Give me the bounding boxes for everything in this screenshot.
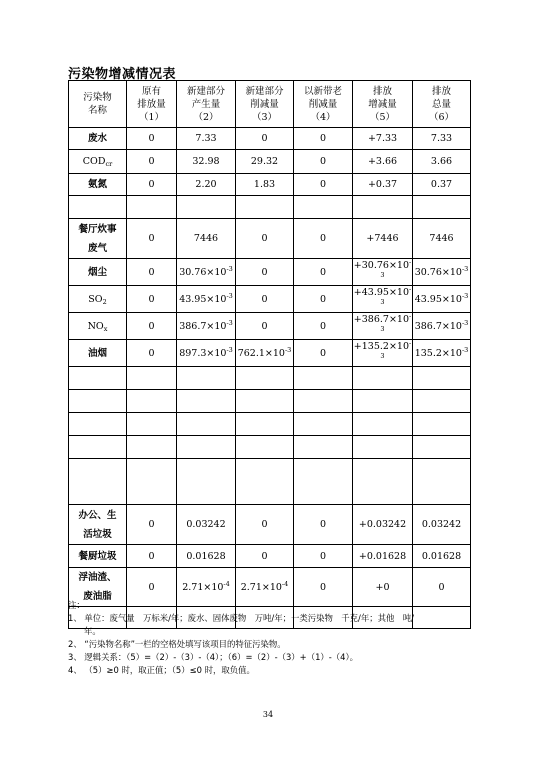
column-header bbox=[69, 81, 127, 128]
value-cell bbox=[353, 150, 413, 174]
value-cell bbox=[127, 196, 177, 219]
value-cell bbox=[413, 436, 471, 459]
value-cell bbox=[413, 459, 471, 505]
value-text: 0 bbox=[319, 519, 327, 530]
value-cell bbox=[177, 150, 236, 174]
value-cell bbox=[353, 128, 413, 150]
value-cell bbox=[236, 413, 294, 436]
value-cell bbox=[413, 313, 471, 340]
column-header bbox=[177, 81, 236, 128]
value-text: 386.7×10 bbox=[414, 320, 462, 332]
column-header-line: 名称 bbox=[87, 105, 107, 116]
value-text: 0 bbox=[319, 156, 327, 167]
exponent: -3 bbox=[461, 345, 469, 354]
table-row bbox=[69, 390, 471, 413]
value-cell bbox=[413, 150, 471, 174]
value-text: 0 bbox=[148, 233, 155, 244]
value-cell bbox=[177, 545, 236, 568]
value-cell bbox=[127, 340, 177, 367]
value-text: 897.3×10 bbox=[179, 347, 227, 359]
pollutant-name-cell bbox=[69, 196, 127, 219]
column-header-line: 排放量 bbox=[137, 98, 166, 110]
pollutant-name-cell bbox=[69, 174, 127, 196]
value-cell bbox=[353, 505, 413, 545]
value-text: 1.83 bbox=[253, 179, 276, 190]
pollutant-table bbox=[68, 80, 471, 629]
note-line: 3、 逻辑关系：（5）=（2）-（3）-（4）；（6）=（2）-（3）+（1）-（4）。 bbox=[68, 652, 359, 662]
value-cell bbox=[353, 196, 413, 219]
value-cell bbox=[353, 413, 413, 436]
value-text: 0 bbox=[319, 550, 327, 562]
exponent: -3 bbox=[380, 312, 412, 333]
table-row bbox=[69, 436, 471, 459]
value-cell bbox=[294, 459, 353, 505]
exponent: -3 bbox=[380, 258, 412, 279]
column-header-line: （5） bbox=[369, 111, 396, 123]
note-line: 2、 “污染物名称”一栏的空格处填写该项目的特征污染物。 bbox=[68, 639, 286, 649]
value-cell bbox=[236, 340, 294, 367]
value-cell bbox=[177, 219, 236, 259]
value-text: 0 bbox=[261, 519, 268, 530]
pollutant-name-cell bbox=[69, 219, 127, 259]
table-row bbox=[69, 174, 471, 196]
value-text: 2.20 bbox=[195, 179, 217, 190]
table-row bbox=[69, 545, 471, 568]
value-cell bbox=[177, 174, 236, 196]
column-header-line: 新建部分 bbox=[245, 85, 284, 97]
column-header-line: 增减量 bbox=[368, 98, 397, 110]
notes bbox=[68, 599, 488, 677]
value-text: 0 bbox=[319, 266, 327, 278]
value-cell bbox=[236, 174, 294, 196]
pollutant-name-subscript: x bbox=[103, 324, 108, 333]
value-cell bbox=[353, 259, 413, 286]
value-text: 30.76×10 bbox=[179, 266, 227, 278]
table-row bbox=[69, 196, 471, 219]
pollutant-name-cell bbox=[69, 367, 127, 390]
value-cell bbox=[236, 367, 294, 390]
value-cell bbox=[236, 313, 294, 340]
column-header bbox=[294, 81, 353, 128]
column-header bbox=[236, 81, 294, 128]
value-cell bbox=[353, 459, 413, 505]
table-row bbox=[69, 505, 471, 545]
value-cell bbox=[413, 413, 471, 436]
value-cell bbox=[236, 150, 294, 174]
value-cell bbox=[294, 545, 353, 568]
value-text: 0 bbox=[261, 550, 268, 562]
exponent: -3 bbox=[226, 318, 233, 327]
value-text: 0.01628 bbox=[421, 550, 462, 562]
pollutant-name: SO bbox=[88, 293, 103, 305]
value-cell bbox=[353, 390, 413, 413]
pollutant-name: 餐厅炊事废气 bbox=[78, 223, 117, 254]
table-title: 污染物增减情况表 bbox=[68, 67, 177, 82]
value-text: 0 bbox=[261, 266, 268, 278]
pollutant-name-subscript: 2 bbox=[102, 297, 107, 306]
value-cell bbox=[177, 390, 236, 413]
table-row bbox=[69, 150, 471, 174]
table-row bbox=[69, 413, 471, 436]
note-line: 注： bbox=[68, 600, 85, 610]
value-cell bbox=[127, 150, 177, 174]
value-cell bbox=[177, 340, 236, 367]
value-text: 7446 bbox=[429, 233, 454, 244]
value-cell bbox=[177, 367, 236, 390]
value-cell bbox=[294, 174, 353, 196]
pollutant-name-cell bbox=[69, 545, 127, 568]
value-cell bbox=[294, 150, 353, 174]
pollutant-name: 氨氮 bbox=[87, 179, 107, 190]
value-cell bbox=[236, 286, 294, 313]
value-cell bbox=[236, 196, 294, 219]
pollutant-name-subscript: cr bbox=[105, 160, 113, 168]
column-header-line: （4） bbox=[310, 111, 336, 123]
value-text: 3.66 bbox=[430, 156, 453, 167]
pollutant-name: 餐厨垃圾 bbox=[78, 550, 117, 562]
value-cell bbox=[294, 436, 353, 459]
value-text: 43.95×10 bbox=[414, 293, 462, 305]
value-cell bbox=[413, 196, 471, 219]
value-cell bbox=[127, 545, 177, 568]
column-header-line: 总量 bbox=[431, 98, 451, 110]
pollutant-name: 油烟 bbox=[87, 347, 107, 359]
value-cell bbox=[127, 367, 177, 390]
value-text: +43.95×10 bbox=[353, 287, 409, 298]
value-cell bbox=[413, 286, 471, 313]
column-header bbox=[413, 81, 471, 128]
value-text: 0 bbox=[319, 347, 327, 359]
value-cell bbox=[127, 313, 177, 340]
column-header bbox=[353, 81, 413, 128]
column-header-line: 削减量 bbox=[308, 98, 338, 110]
exponent: -3 bbox=[284, 345, 292, 354]
column-header-line: 产生量 bbox=[191, 98, 221, 110]
pollutant-name-cell bbox=[69, 436, 127, 459]
table-row bbox=[69, 128, 471, 150]
table-header-row bbox=[69, 81, 471, 128]
pollutant-name: NO bbox=[87, 320, 104, 332]
value-text: 0 bbox=[148, 156, 155, 167]
value-text: +135.2×10 bbox=[353, 341, 409, 352]
value-text: 0.03242 bbox=[186, 519, 226, 530]
value-cell bbox=[353, 286, 413, 313]
pollutant-name: 废水 bbox=[87, 133, 107, 144]
value-text: 0 bbox=[261, 293, 268, 305]
value-text: +0.03242 bbox=[358, 519, 407, 530]
pollutant-name-cell bbox=[69, 505, 127, 545]
value-cell bbox=[127, 413, 177, 436]
pollutant-name: COD bbox=[82, 156, 106, 167]
value-cell bbox=[353, 340, 413, 367]
value-cell bbox=[294, 367, 353, 390]
value-text: +7.33 bbox=[367, 133, 398, 144]
value-text: 0 bbox=[148, 581, 155, 593]
exponent: -3 bbox=[461, 291, 469, 300]
value-text: +0.01628 bbox=[358, 550, 407, 562]
value-cell bbox=[413, 505, 471, 545]
value-cell bbox=[353, 436, 413, 459]
column-header-line: 排放 bbox=[372, 85, 392, 97]
value-text: 30.76×10 bbox=[414, 266, 462, 278]
value-cell bbox=[127, 128, 177, 150]
pollutant-name: 浮油渣、废油脂 bbox=[78, 572, 117, 602]
value-text: +0.37 bbox=[367, 179, 398, 190]
value-text: 2.71×10 bbox=[182, 581, 224, 593]
value-cell bbox=[177, 259, 236, 286]
value-cell bbox=[353, 219, 413, 259]
table-row bbox=[69, 219, 471, 259]
value-text: 0.03242 bbox=[421, 519, 462, 530]
exponent: -4 bbox=[223, 579, 230, 588]
value-cell bbox=[177, 436, 236, 459]
value-cell bbox=[413, 219, 471, 259]
value-cell bbox=[294, 259, 353, 286]
value-cell bbox=[127, 174, 177, 196]
value-cell bbox=[177, 313, 236, 340]
value-cell bbox=[127, 259, 177, 286]
value-text: 0 bbox=[319, 133, 327, 144]
column-header bbox=[127, 81, 177, 128]
value-text: 0 bbox=[319, 233, 327, 244]
value-cell bbox=[236, 128, 294, 150]
value-cell bbox=[353, 313, 413, 340]
value-cell bbox=[236, 505, 294, 545]
value-cell bbox=[413, 174, 471, 196]
value-text: 0 bbox=[319, 179, 327, 190]
value-cell bbox=[177, 413, 236, 436]
value-cell bbox=[177, 196, 236, 219]
table-row bbox=[69, 367, 471, 390]
value-text: 32.98 bbox=[192, 156, 220, 167]
value-cell bbox=[127, 505, 177, 545]
value-text: +7446 bbox=[366, 233, 399, 244]
value-cell bbox=[127, 390, 177, 413]
pollutant-name-cell bbox=[69, 459, 127, 505]
value-text: 0 bbox=[148, 133, 155, 144]
value-text: 0.01628 bbox=[186, 550, 226, 562]
pollutant-name-cell bbox=[69, 390, 127, 413]
value-cell bbox=[236, 459, 294, 505]
value-cell bbox=[236, 545, 294, 568]
value-text: 0.37 bbox=[430, 179, 453, 190]
column-header-line: （1） bbox=[138, 111, 165, 123]
column-header-line: （6） bbox=[428, 111, 455, 123]
value-text: 0 bbox=[148, 519, 155, 530]
value-text: 762.1×10 bbox=[237, 347, 285, 359]
exponent: -4 bbox=[281, 579, 289, 588]
column-header-line: （2） bbox=[193, 111, 219, 123]
value-cell bbox=[294, 286, 353, 313]
table-row bbox=[69, 340, 471, 367]
value-text: +30.76×10 bbox=[353, 260, 409, 271]
table-row bbox=[69, 313, 471, 340]
value-text: 0 bbox=[319, 581, 327, 593]
exponent: -3 bbox=[380, 339, 412, 360]
value-cell bbox=[127, 219, 177, 259]
value-cell bbox=[294, 505, 353, 545]
value-text: 0 bbox=[261, 320, 268, 332]
value-cell bbox=[353, 367, 413, 390]
value-text: 0 bbox=[148, 266, 155, 278]
value-cell bbox=[177, 286, 236, 313]
value-text: 0 bbox=[148, 347, 155, 359]
pollutant-name-cell bbox=[69, 286, 127, 313]
value-cell bbox=[413, 340, 471, 367]
value-cell bbox=[353, 545, 413, 568]
exponent: -3 bbox=[461, 264, 469, 273]
exponent: -3 bbox=[226, 345, 233, 354]
column-header-line: 新建部分 bbox=[186, 85, 225, 97]
column-header-line: 以新带老 bbox=[303, 85, 342, 97]
value-text: 0 bbox=[148, 293, 155, 305]
value-cell bbox=[294, 219, 353, 259]
value-cell bbox=[294, 128, 353, 150]
value-cell bbox=[413, 259, 471, 286]
value-text: 0 bbox=[261, 233, 268, 244]
pollutant-name: 烟尘 bbox=[87, 266, 107, 278]
column-header-line: 排放 bbox=[431, 85, 451, 97]
exponent: -3 bbox=[380, 285, 412, 306]
page-number: 34 bbox=[262, 710, 274, 719]
pollutant-name-cell bbox=[69, 413, 127, 436]
value-text: 7.33 bbox=[430, 133, 453, 144]
value-cell bbox=[127, 286, 177, 313]
value-text: 0 bbox=[148, 320, 155, 332]
value-text: 135.2×10 bbox=[414, 347, 462, 359]
value-cell bbox=[294, 196, 353, 219]
exponent: -3 bbox=[226, 291, 233, 300]
value-cell bbox=[177, 505, 236, 545]
value-cell bbox=[127, 459, 177, 505]
note-line: 1、 单位：废气量 万标米/年；废水、固体废物 万吨/年；一类污染物 千克/年；其他 吨/ bbox=[68, 613, 414, 623]
value-text: 7446 bbox=[193, 233, 219, 244]
value-cell bbox=[177, 459, 236, 505]
value-text: 0 bbox=[261, 133, 268, 144]
value-cell bbox=[236, 219, 294, 259]
value-text: 29.32 bbox=[250, 156, 279, 167]
value-text: +3.66 bbox=[367, 156, 398, 167]
value-text: +386.7×10 bbox=[353, 314, 409, 325]
pollutant-name-cell bbox=[69, 259, 127, 286]
pollutant-name-cell bbox=[69, 313, 127, 340]
exponent: -3 bbox=[226, 264, 233, 273]
value-cell bbox=[236, 436, 294, 459]
column-header-line: 污染物 bbox=[83, 92, 112, 103]
value-cell bbox=[294, 413, 353, 436]
value-cell bbox=[177, 128, 236, 150]
column-header-line: 原有 bbox=[141, 85, 161, 97]
column-header-line: 削减量 bbox=[250, 98, 279, 110]
value-cell bbox=[413, 545, 471, 568]
pollutant-name-cell bbox=[69, 340, 127, 367]
value-cell bbox=[294, 390, 353, 413]
value-cell bbox=[413, 367, 471, 390]
value-text: 0 bbox=[148, 179, 155, 190]
value-text: 0 bbox=[148, 550, 155, 562]
note-line: 年。 bbox=[84, 626, 101, 636]
value-text: 0 bbox=[438, 581, 445, 593]
table-row bbox=[69, 459, 471, 505]
note-line: 4、 （5）≥0 时，取正值；（5）≤0 时，取负值。 bbox=[68, 665, 255, 675]
value-cell bbox=[236, 390, 294, 413]
value-cell bbox=[413, 128, 471, 150]
column-header-line: （3） bbox=[251, 111, 278, 123]
table-row bbox=[69, 286, 471, 313]
value-cell bbox=[353, 174, 413, 196]
value-cell bbox=[294, 313, 353, 340]
value-text: 0 bbox=[319, 293, 327, 305]
value-text: 7.33 bbox=[195, 133, 217, 144]
value-text: 0 bbox=[319, 320, 327, 332]
pollutant-name-cell bbox=[69, 150, 127, 174]
value-text: +0 bbox=[375, 581, 390, 593]
value-text: 386.7×10 bbox=[179, 320, 227, 332]
value-cell bbox=[127, 436, 177, 459]
table-row bbox=[69, 259, 471, 286]
value-cell bbox=[294, 340, 353, 367]
pollutant-name-cell bbox=[69, 128, 127, 150]
value-text: 2.71×10 bbox=[240, 581, 282, 593]
value-cell bbox=[236, 259, 294, 286]
value-text: 43.95×10 bbox=[179, 293, 227, 305]
value-cell bbox=[413, 390, 471, 413]
exponent: -3 bbox=[461, 318, 469, 327]
pollutant-name: 办公、生活垃圾 bbox=[78, 509, 117, 540]
